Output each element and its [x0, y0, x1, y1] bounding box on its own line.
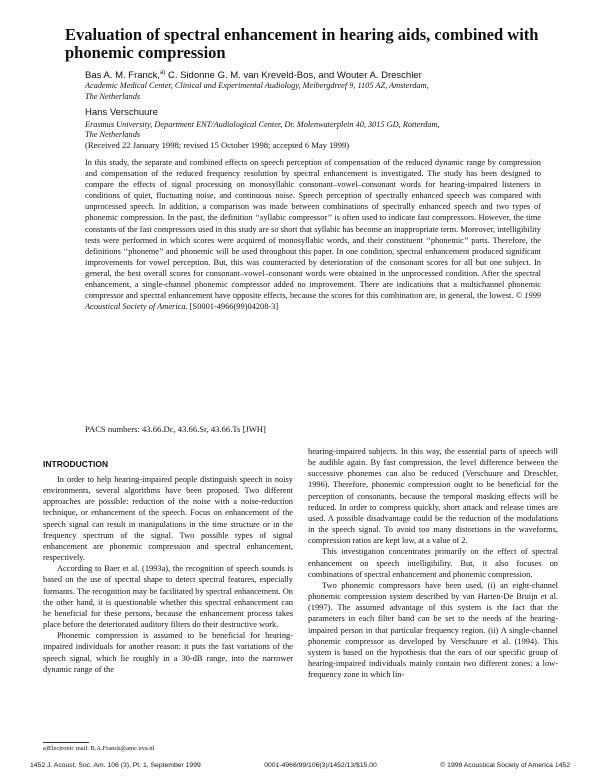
paper-title: Evaluation of spectral enhancement in hearing aids, combined with phonemic compression	[65, 25, 539, 62]
doi: [S0001-4966(99)04208-3]	[189, 302, 279, 312]
author-list: Bas A. M. Franck,$^{a)}$ C. Sidonne G. M. van Kreveld-Bos, and Wouter A. Dreschler	[85, 70, 422, 82]
abstract-text: In this study, the separate and combined effects on speech perception of compensation of the reduced dynamic range by compression and compensation of the reduced frequency resolution by spectral enhancement is investigated. The study has been designed to compare the effects of signal processing on monosyllabic consonant–vowel–consonant words for hearing-impaired listeners in conditions of quiet, fluctuating noise, and continuous noise. Speech perception of spectrally enhanced speech was compared with unprocessed speech. In addition, a comparison was made between combinations of spectrally enhanced speech and two types of phonemic compression. In the past, the definition ‘‘syllabic compressor’’ is often used to indicate fast compressors. However, the time constants of the fast compressors used in this study are so short that syllabic has become an inappropriate term. Moreover, intelligibility tests were performed in which scores were acquired of monosyllabic words, and their constituent ‘‘phonemic’’ parts. Therefore, the definitions ‘‘phoneme’’ and phonemic will be used throughout this paper. In one condition, spectral enhancement produced significant improvements for vowel perception. But, this was counteracted by deterioration of the consonant scores for all but one subject. In general, the best overall scores for consonant–vowel–consonant words were obtained in the unprocessed condition. After the spectral enhancement, a single-channel phonemic compressor added no improvement. There are indications that a multichannel phonemic compressor and spectral enhancement have opposite effects, because the scores for this combination are, in general, the lowest.	[85, 158, 541, 301]
footer-journal: 1452 J. Acoust. Soc. Am. 106 (3), Pt. 1, September 1999	[30, 762, 201, 769]
column-left	[43, 474, 293, 675]
footer-copyright: © 1999 Acoustical Society of America 1452	[440, 762, 570, 769]
paragraph: Two phonemic compressors have been used, (i) an eight-channel phonemic compression system described by van Harten-De Bruijn et al. (1997). The assumed advantage of this system is the fact that the parameters in each filter band can be set to the needs of the hearing-impaired person in that particular frequency region. (ii) A single-channel phonemic compressor as developed by Verschuure et al. (1994). This system is based on the hypothesis that the ears of our specific group of hearing-impaired individuals mainly contain two different zones: a low-frequency zone in which lin-	[308, 580, 558, 680]
affiliation-1-line-1: Academic Medical Center, Clinical and Experimental Audiology, Meibergdreef 9, 1105 AZ, Amsterdam,	[85, 81, 429, 90]
paragraph: In order to help hearing-impaired people distinguish speech in noisy environments, several algorithms have been proposed. Two different approaches are possible: reduction of the noise with a noise-reduction technique, or enhancement of the speech. Focus on enhancement of the speech signal can result in manipulations in the time structure or in the frequency spectrum of the signal. Two possible types of signal enhancement are phonemic compression and spectral enhancement, respectively.	[43, 475, 293, 563]
paragraph: According to Baer et al. (1993a), the recognition of speech sounds is based on the use of spectral shape to detect spectral features, especially formants. The recognition may be facilitated by spectral enhancement. On the other hand, it is questionable whether this spectral enhancement can be beneficial for these persons, because the enhancement process takes place before the deteriorated auditory filters do their destructive work.	[43, 564, 293, 630]
footnote: a)Electronic mail: B.A.Franck@amc.uva.nl	[43, 745, 155, 752]
column-right	[308, 446, 558, 680]
author-2: Hans Verschuure	[85, 107, 158, 118]
paragraph: Phonemic compression is assumed to be beneficial for hearing-impaired individuals for another reason: it puts the fast variations of the speech signal, which lie roughly in a 30-dB range, into the narrower dynamic range of the	[43, 631, 293, 674]
pacs-numbers: PACS numbers: 43.66.Dc, 43.66.Sr, 43.66.Ts [JWH]	[85, 424, 266, 434]
footer-issn: 0001-4966/99/106(3)/1452/13/$15.00	[264, 762, 377, 769]
affiliation-2-line-2: The Netherlands	[85, 130, 141, 139]
paragraph: This investigation concentrates primarily on the effect of spectral enhancement on speech intelligibility. But, it also focuses on combinations of spectral enhancement and phonemic compression.	[308, 547, 558, 579]
page-footer	[30, 762, 570, 769]
affiliation-1-line-2: The Netherlands	[85, 92, 141, 101]
section-heading-introduction: INTRODUCTION	[43, 459, 109, 469]
abstract	[85, 157, 541, 312]
footnote-divider	[43, 742, 89, 743]
received-dates: (Received 22 January 1998; revised 15 October 1998; accepted 6 May 1999)	[85, 140, 350, 150]
copyright-notice: © 1999 Acoustical Society of America.	[85, 291, 541, 312]
paragraph: hearing-impaired subjects. In this way, the essential parts of speech will be audible again. By fast compression, the level difference between the successive phonemes can also be reduced (Verschuure and Dreschler, 1996). Therefore, phonemic compression ought to be beneficial for the perception of consonants, because the temporal masking effects will be reduced. In order to compress quickly, short attack and release times are used. A possible disadvantage could be the reduction of the modulations in the speech signal. To avoid too many distortions in the waveforms, compression ratios are kept low, at a value of 2.	[308, 447, 558, 546]
affiliation-2-line-1: Erasmus University, Department ENT/Audiological Center, Dr. Molenwaterplein 40, 3015 GD, Rotterdam,	[85, 120, 440, 129]
